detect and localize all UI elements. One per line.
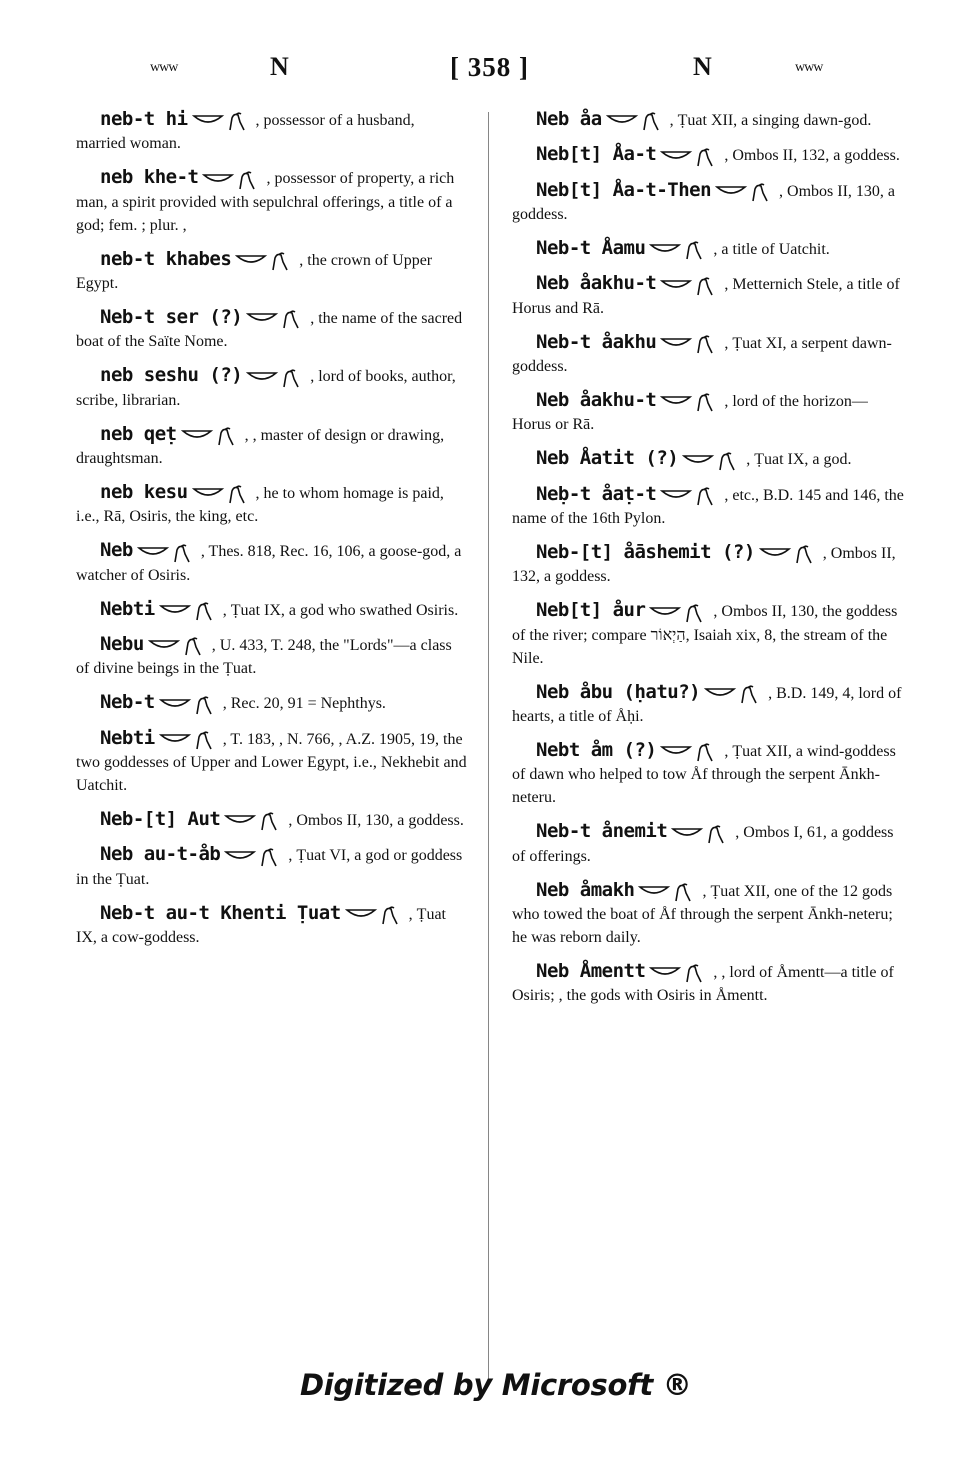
hieroglyph-icon (224, 846, 284, 868)
hieroglyph-icon (159, 694, 219, 716)
entry-definition: , possessor of a husband, married woman. (76, 112, 415, 153)
dictionary-entry (76, 306, 468, 353)
entry-headword: Neb[t] Åa-t-Then (536, 178, 712, 201)
hieroglyph-icon (660, 146, 720, 168)
entry-headword: Neb[t] Åa-t (536, 143, 657, 166)
hieroglyph-icon (159, 600, 219, 622)
hieroglyph-icon (660, 391, 720, 413)
dictionary-entry (512, 483, 904, 530)
dictionary-entry (512, 447, 904, 471)
hieroglyph-icon (159, 729, 219, 751)
dictionary-entry (76, 481, 468, 528)
entry-headword: Nebu (100, 632, 144, 655)
entry-headword: Nebti (100, 726, 155, 749)
dictionary-entry (512, 599, 904, 669)
header-letter-left: N (270, 52, 289, 81)
entry-headword: Neb åbu (ḥatu?) (536, 680, 701, 703)
entry-definition: , the name of the sacred boat of the Saïte Nome. (76, 309, 463, 351)
dictionary-entry (76, 843, 468, 890)
hieroglyph-icon (224, 810, 284, 832)
entry-definition: , , lord of Åmentt—a title of Osiris; , the gods with Osiris in Åmentt. (512, 963, 894, 1005)
dictionary-entry (512, 820, 904, 867)
dictionary-entry (512, 108, 904, 132)
hieroglyph-icon (715, 181, 775, 203)
hieroglyph-icon (660, 485, 720, 507)
hieroglyph-icon (606, 110, 666, 132)
dictionary-entry (76, 598, 468, 622)
hieroglyph-icon (246, 367, 306, 389)
entry-definition: , Ṭuat XII, a singing dawn-god. (669, 112, 872, 129)
entry-headword: Nebti (100, 597, 155, 620)
hieroglyph-icon (235, 250, 295, 272)
dictionary-entry (76, 166, 468, 236)
hieroglyph-icon (682, 450, 742, 472)
entry-definition: , Ombos I, 61, a goddess of offerings. (512, 824, 894, 865)
dictionary-entry (512, 272, 904, 319)
hieroglyph-icon (137, 542, 197, 564)
hieroglyph-icon (660, 741, 720, 763)
entry-definition: , Ombos II, 130, a goddess. (512, 182, 896, 223)
hieroglyph-icon (148, 635, 208, 657)
hieroglyph-icon (202, 169, 262, 191)
hieroglyph-icon (246, 308, 306, 330)
entry-definition: , B.D. 149, 4, lord of hearts, a title of Åḥi. (512, 684, 902, 725)
dictionary-entry (512, 879, 904, 949)
digitized-footer: Digitized by Microsoft ® (300, 1368, 692, 1402)
entry-definition: , Ṭuat XII, one of the 12 gods who towed the boat of Åf through the serpent Ānkh-neteru; he was reborn daily. (512, 882, 893, 946)
entry-headword: neb seshu (?) (100, 364, 243, 387)
entry-headword: Neb åakhu-t (536, 388, 657, 411)
header-tilde-left: ᴡᴡᴡ (150, 60, 178, 75)
dictionary-entry (76, 248, 468, 295)
entry-definition: , Ṭuat IX, a god who swathed Osiris. (222, 601, 459, 619)
entry-definition: , Metternich Stele, a title of Horus and Rā. (512, 276, 900, 317)
entry-headword: Neb-t ser (?) (100, 305, 243, 328)
entry-definition: , Ombos II, 130, a goddess. (288, 811, 464, 829)
hieroglyph-icon (671, 823, 731, 845)
entry-definition: , lord of books, author, scribe, librarian. (76, 368, 456, 409)
entry-definition: , possessor of property, a rich man, a spirit provided with sepulchral offerings, a title of a god; fem. ; plur. , (76, 170, 455, 234)
dictionary-entry (76, 364, 468, 411)
entry-headword: Neb au-t-åb (100, 843, 221, 866)
left-column (76, 108, 468, 960)
entry-headword: Neb Åatit (?) (536, 447, 679, 470)
dictionary-entry (512, 541, 904, 588)
entry-definition: , T. 183, , N. 766, , A.Z. 1905, 19, the two goddesses of Upper and Lower Egypt, i.e., Nekhebit and Uatchit. (76, 730, 467, 794)
entry-headword: Neb åakhu-t (536, 272, 657, 295)
dictionary-entry (76, 108, 468, 155)
entry-definition: , the crown of Upper Egypt. (76, 251, 433, 292)
dictionary-entry (76, 633, 468, 680)
entry-definition: , , master of design or drawing, draughtsman. (76, 426, 445, 467)
dictionary-entry (76, 808, 468, 832)
entry-headword: Neb Åmentt (536, 959, 646, 982)
entry-definition: , Ṭuat VI, a god or goddess in the Ṭuat. (76, 847, 463, 888)
entry-headword: neb qeṭ (100, 422, 177, 445)
entry-definition: , Ombos II, 132, a goddess. (512, 544, 896, 586)
dictionary-entry (512, 389, 904, 436)
entry-headword: neb-t khabes (100, 247, 232, 270)
dictionary-entry (512, 331, 904, 378)
entry-definition: , Ombos II, 130, the goddess of the river; compare הַיְאוֹר, Isaiah xix, 8, the stream of the Nile. (512, 603, 898, 667)
entry-headword: Neb (100, 539, 133, 562)
entry-headword: Neb-t (100, 691, 155, 714)
entry-definition: , he to whom homage is paid, i.e., Rā, Osiris, the king, etc. (76, 484, 444, 526)
entry-definition: , Ṭuat XII, a wind-goddess of dawn who helped to tow Åf through the serpent Ānkh-neteru. (512, 742, 896, 807)
dictionary-entry (512, 179, 904, 226)
hieroglyph-icon (638, 881, 698, 903)
dictionary-entry (76, 691, 468, 715)
entry-definition: , Ṭuat XI, a serpent dawn-goddess. (512, 334, 892, 375)
entry-definition: , Ṭuat IX, a god. (746, 451, 852, 469)
entry-definition: , Rec. 20, 91 = Nephthys. (222, 695, 386, 713)
dictionary-entry (76, 539, 468, 586)
hieroglyph-icon (649, 239, 709, 261)
entry-headword: Neb-[t] åāshemit (?) (536, 540, 755, 563)
dictionary-entry (512, 960, 904, 1007)
hieroglyph-icon (345, 904, 405, 926)
dictionary-entry (76, 423, 468, 470)
entry-headword: Neb[t] åur (536, 599, 646, 622)
entry-definition: , a title of Uatchit. (713, 240, 830, 258)
header-tilde-right: ᴡᴡᴡ (795, 60, 823, 75)
column-divider (488, 112, 489, 1382)
dictionary-entry (512, 237, 904, 261)
entry-headword: neb-t hi (100, 108, 188, 130)
dictionary-entry (76, 902, 468, 949)
hieroglyph-icon (660, 275, 720, 297)
entry-headword: Neḅ-t åaṭ-t (536, 482, 657, 505)
hieroglyph-icon (660, 333, 720, 355)
hieroglyph-icon (181, 425, 241, 447)
entry-definition: , Ombos II, 132, a goddess. (724, 147, 900, 165)
page-header (0, 52, 956, 92)
hieroglyph-icon (192, 110, 252, 132)
entry-headword: Neb åmakh (536, 878, 635, 901)
entry-headword: Neb-t ånemit (536, 820, 668, 843)
dictionary-entry (76, 727, 468, 797)
entry-headword: Neb-[t] Aut (100, 807, 221, 830)
entry-definition: , Thes. 818, Rec. 16, 106, a goose-god, a watcher of Osiris. (76, 543, 462, 584)
entry-headword: Neb-t åakhu (536, 330, 657, 353)
entry-headword: Neb-t au-t Khenti Ṭuat (100, 901, 341, 924)
dictionary-entry (512, 739, 904, 809)
entry-headword: neb khe-t (100, 166, 199, 189)
entry-headword: Nebt åm (?) (536, 738, 657, 761)
entry-definition: , etc., B.D. 145 and 146, the name of the 16th Pylon. (512, 486, 904, 527)
entry-definition: , lord of the horizon—Horus or Rā. (512, 392, 868, 434)
right-column (512, 108, 904, 1018)
entry-headword: Neb-t Åamu (536, 236, 646, 259)
hieroglyph-icon (759, 543, 819, 565)
entry-definition: , U. 433, T. 248, the "Lords"—a class of divine beings in the Ṭuat. (76, 636, 452, 678)
hieroglyph-icon (704, 683, 764, 705)
entry-headword: neb kesu (100, 480, 188, 503)
dictionary-entry (512, 681, 904, 728)
dictionary-entry (512, 143, 904, 167)
hieroglyph-icon (192, 483, 252, 505)
page-number: [ 358 ] (450, 52, 529, 82)
hieroglyph-icon (649, 962, 709, 984)
hieroglyph-icon (649, 602, 709, 624)
entry-definition: , Ṭuat IX, a cow-goddess. (76, 905, 446, 946)
header-letter-right: N (693, 52, 712, 81)
entry-headword: Neb åa (536, 108, 602, 130)
